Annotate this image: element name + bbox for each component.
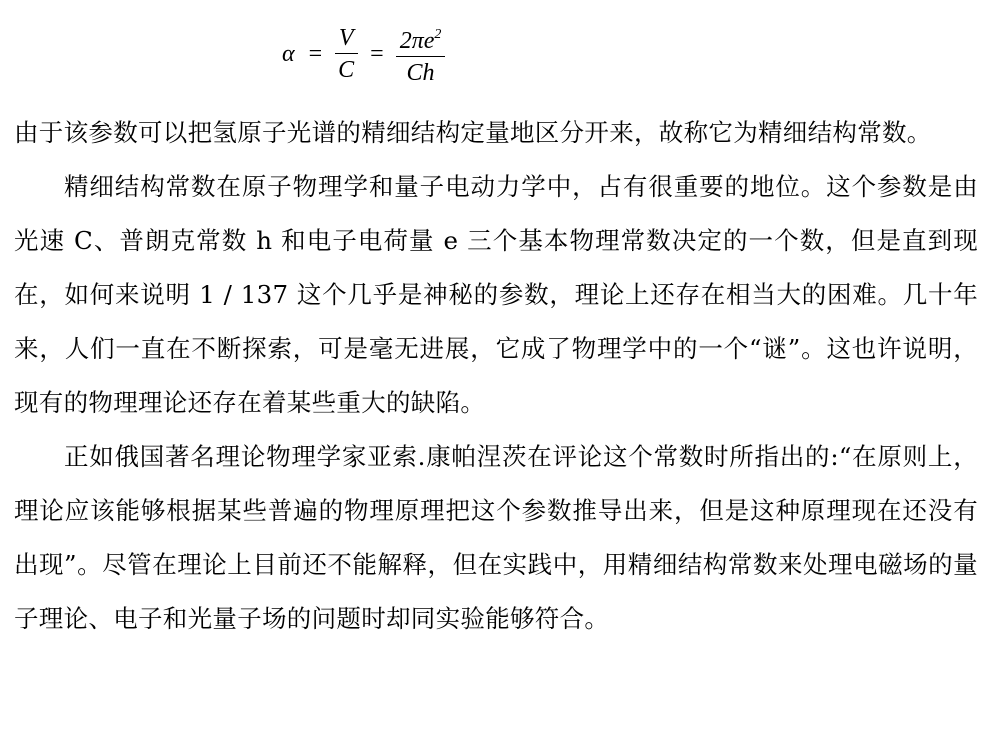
numerator-exponent: 2	[434, 26, 442, 42]
formula-fraction-2pie2-over-ch	[392, 20, 450, 89]
fraction-numerator	[396, 20, 446, 57]
formula-alpha: α	[282, 40, 295, 67]
fraction-denominator: C	[338, 56, 355, 83]
paragraph-1: 由于该参数可以把氢原子光谱的精细结构定量地区分开来，故称它为精细结构常数。	[14, 118, 932, 147]
formula-equals-2: =	[370, 40, 384, 67]
fine-structure-formula	[276, 14, 449, 94]
formula-equals-1: =	[308, 40, 323, 67]
numerator-base: 2πe	[399, 27, 435, 54]
paragraph-2: 精细结构常数在原子物理学和量子电动力学中，占有很重要的地位。这个参数是由光速 C、普朗克常数 h 和电子电荷量 e 三个基本物理常数决定的一个数，但是直到现在，如何来说明 1 / 137 这个几乎是神秘的参数，理论上还存在相当大的困难。几十年来，人们一直在不断探索，可是毫无进展，它成了物理学中的一个“谜”。这也许说明，现有的物理理论还存在着某些重大的缺陷。	[14, 172, 978, 417]
fraction-denominator: Ch	[406, 59, 435, 86]
fraction-numerator: V	[335, 23, 358, 54]
formula-fraction-v-over-c	[330, 23, 362, 86]
document-body	[14, 106, 978, 646]
paragraph-3: 正如俄国著名理论物理学家亚索.康帕涅茨在评论这个常数时所指出的:“在原则上，理论应该能够根据某些普遍的物理原理把这个参数推导出来，但是这种原理现在还没有出现”。尽管在理论上目前还不能解释，但在实践中，用精细结构常数来处理电磁场的量子理论、电子和光量子场的问题时却同实验能够符合。	[14, 442, 978, 633]
